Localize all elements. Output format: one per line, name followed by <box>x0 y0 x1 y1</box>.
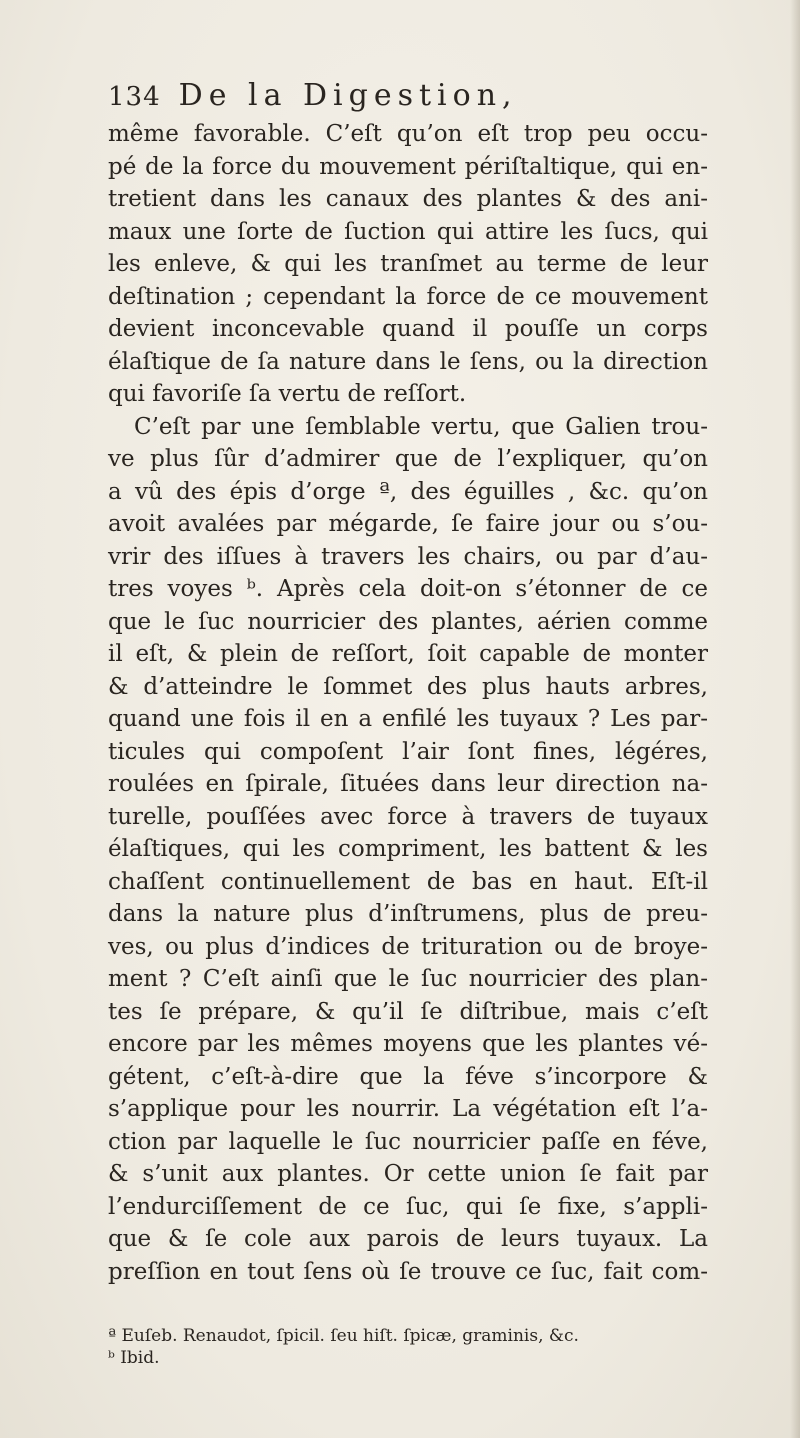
text-line: ticules qui compoſent l’air ſont fines, légéres, <box>108 738 708 765</box>
text-line: roulées en ſpirale, ſituées dans leur direction na- <box>108 771 708 797</box>
text-line: a vû des épis d’orge ª, des éguilles , &c. qu’on <box>108 478 708 505</box>
text-line: que le ſuc nourricier des plantes, aérien comme <box>108 608 708 635</box>
text-line: & d’atteindre le ſommet des plus hauts arbres, <box>108 673 708 700</box>
body-text <box>108 118 708 1288</box>
text-line: maux une ſorte de ſuction qui attire les ſucs, qui <box>108 218 708 245</box>
text-line: même favorable. C’eſt qu’on eſt trop peu occu- <box>108 121 708 147</box>
text-line: s’applique pour les nourrir. La végétation eſt l’a- <box>108 1096 708 1122</box>
text-line: & s’unit aux plantes. Or cette union ſe fait par <box>108 1161 708 1187</box>
text-line: quand une fois il en a enfilé les tuyaux ? Les par- <box>108 706 708 732</box>
text-line: encore par les mêmes moyens que les plantes vé- <box>108 1031 708 1057</box>
running-header <box>108 78 708 113</box>
footnotes <box>108 1325 708 1369</box>
text-line: ve plus ſûr d’admirer que de l’expliquer, qu’on <box>108 446 708 472</box>
text-line: preſſion en tout ſens où ſe trouve ce ſuc, fait com- <box>108 1258 708 1285</box>
text-line: dans la nature plus d’inſtrumens, plus de preu- <box>108 901 708 927</box>
text-line: l’endurciſſement de ce ſuc, qui ſe fixe, s’appli- <box>108 1193 708 1220</box>
text-line: chaſſent continuellement de bas en haut. Eſt-il <box>108 868 708 895</box>
text-line: devient inconcevable quand il pouſſe un corps <box>108 316 708 342</box>
text-line: C’eſt par une ſemblable vertu, que Galien trou- <box>134 413 708 440</box>
text-line: gétent, c’eſt-à-dire que la féve s’incorpore & <box>108 1063 708 1090</box>
running-title: De la Digestion, <box>178 78 518 113</box>
text-line: élaſtiques, qui les compriment, les battent & les <box>108 836 708 862</box>
text-line: tes ſe prépare, & qu’il ſe diſtribue, mais c’eſt <box>108 998 708 1025</box>
text-line: il eſt, & plein de reſſort, ſoit capable de monter <box>108 641 708 667</box>
text-line: ment ? C’eſt ainſi que le ſuc nourricier des plan- <box>108 966 708 992</box>
text-line: deſtination ; cependant la force de ce mouvement <box>108 283 708 310</box>
text-line: élaſtique de ſa nature dans le ſens, ou la direction <box>108 348 708 375</box>
text-line: vrir des iſſues à travers les chairs, ou par d’au- <box>108 543 708 570</box>
text-line: tres voyes ᵇ. Après cela doit-on s’étonner de ce <box>108 576 708 602</box>
text-line: les enleve, & qui les tranſmet au terme de leur <box>108 251 708 277</box>
text-line: qui favoriſe ſa vertu de reſſort. <box>108 381 467 407</box>
footnote: ª Euſeb. Renaudot, ſpicil. ſeu hiſt. ſpicæ, graminis, &c. <box>108 1326 579 1346</box>
page-number: 134 <box>108 82 161 112</box>
text-line: ction par laquelle le ſuc nourricier paſſe en féve, <box>108 1128 708 1155</box>
text-line: que & ſe cole aux parois de leurs tuyaux. La <box>108 1226 708 1252</box>
page-edge-shadow <box>790 0 800 1438</box>
text-line: avoit avalées par mégarde, ſe faire jour ou s’ou- <box>108 511 708 537</box>
text-line: turelle, pouſſées avec force à travers de tuyaux <box>108 803 708 830</box>
text-line: tretient dans les canaux des plantes & des ani- <box>108 186 708 212</box>
footnote: ᵇ Ibid. <box>108 1348 160 1368</box>
text-line: pé de la force du mouvement périſtaltique, qui en- <box>108 153 708 180</box>
text-line: ves, ou plus d’indices de trituration ou de broye- <box>108 933 708 960</box>
